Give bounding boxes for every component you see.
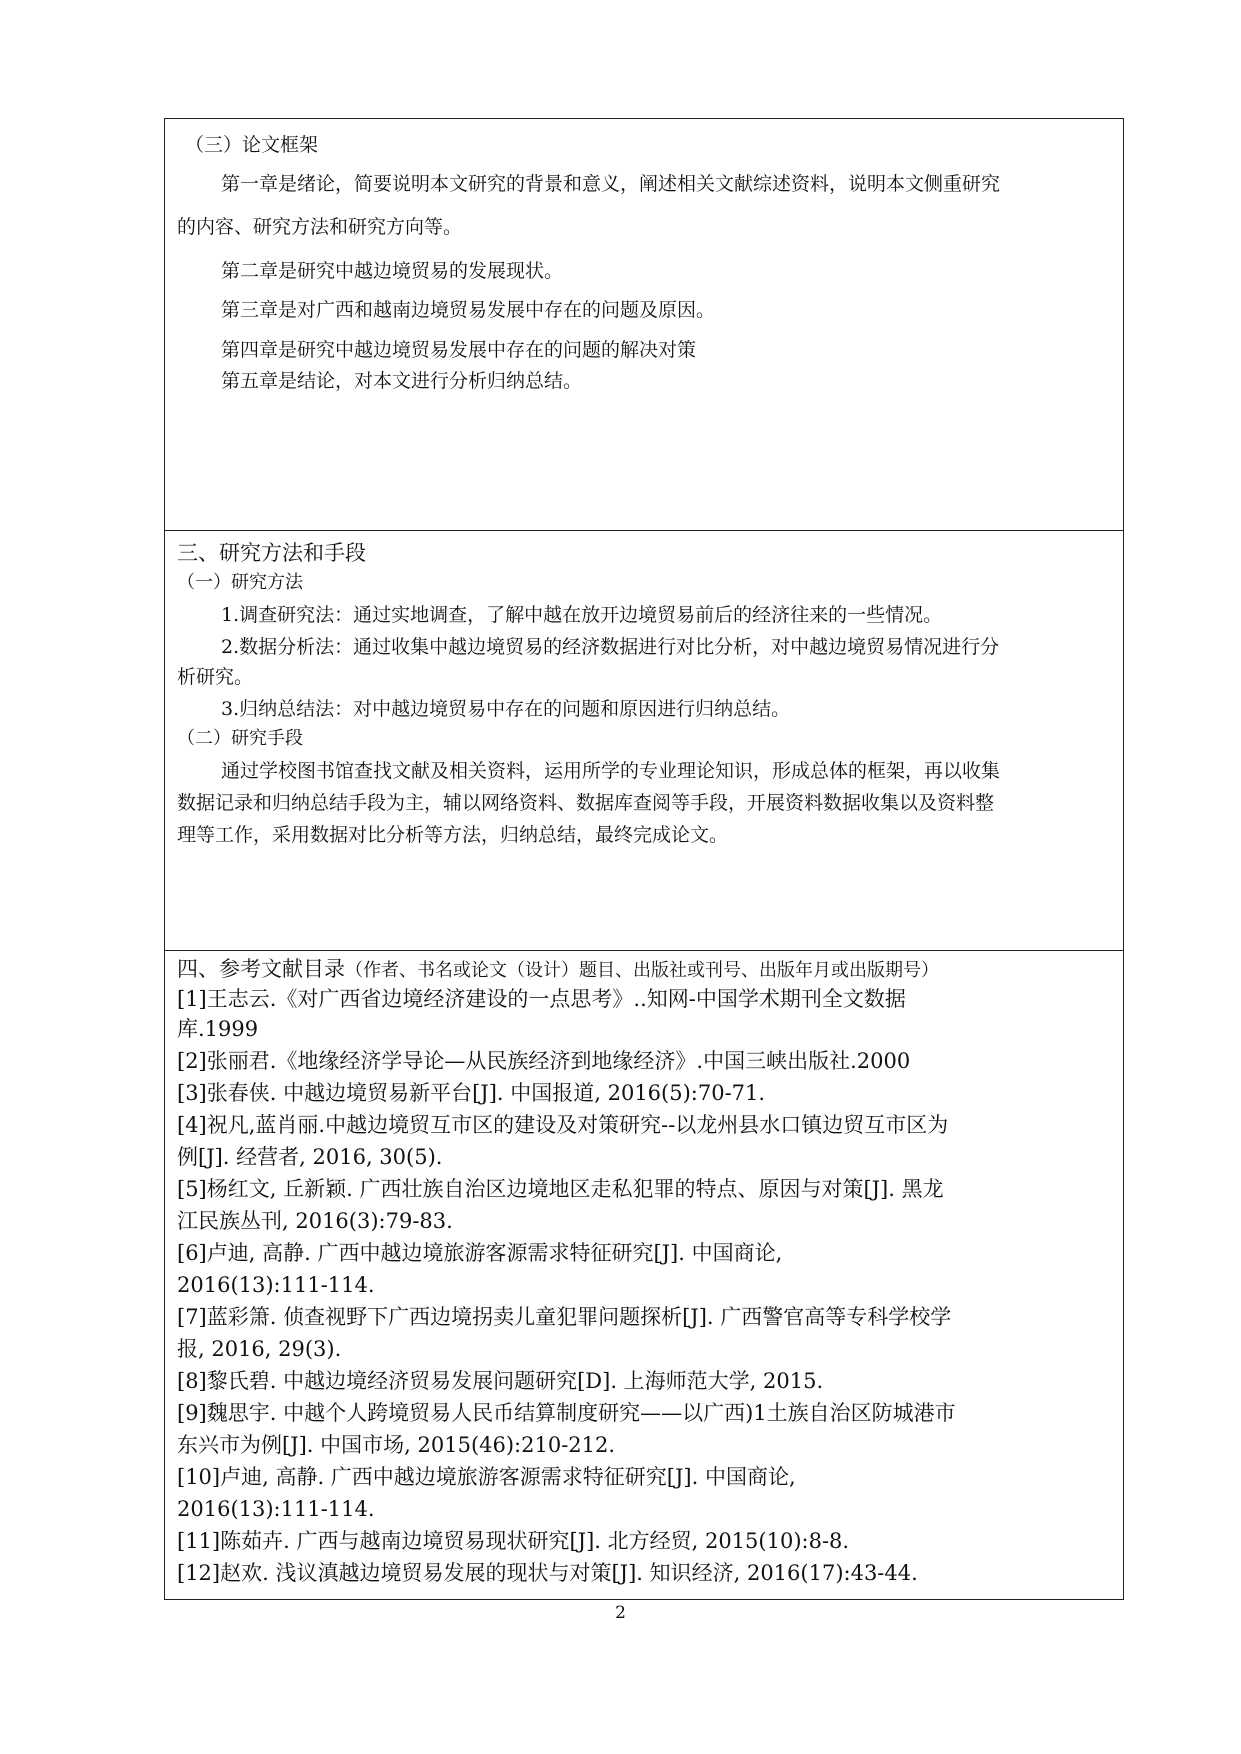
- framework-ch1-line2: 的内容、研究方法和研究方向等。: [177, 216, 463, 238]
- reference-line: [6]卢迪, 高静. 广西中越边境旅游客源需求特征研究[J]. 中国商论,: [177, 1241, 783, 1265]
- reference-line: [8]黎氏碧. 中越边境经济贸易发展问题研究[D]. 上海师范大学, 2015.: [177, 1369, 824, 1393]
- reference-line: 东兴市为例[J]. 中国市场, 2015(46):210-212.: [177, 1433, 616, 1457]
- means-line1: 通过学校图书馆查找文献及相关资料，运用所学的专业理论知识，形成总体的框架，再以收集: [221, 760, 1001, 782]
- framework-ch5: 第五章是结论，对本文进行分析归纳总结。: [221, 370, 583, 392]
- references-heading-note: （作者、书名或论文（设计）题目、出版社或刊号、出版年月或出版期号）: [345, 960, 939, 981]
- framework-ch4: 第四章是研究中越边境贸易发展中存在的问题的解决对策: [221, 339, 697, 361]
- framework-title: （三）论文框架: [185, 134, 319, 156]
- reference-line: [12]赵欢. 浅议滇越边境贸易发展的现状与对策[J]. 知识经济, 2016(17):43-44.: [177, 1561, 918, 1585]
- reference-line: [4]祝凡,蓝肖丽.中越边境贸互市区的建设及对策研究--以龙州县水口镇边贸互市区为: [177, 1113, 949, 1137]
- methods-subheading-means: （二）研究手段: [177, 728, 303, 749]
- reference-line: 江民族丛刊, 2016(3):79-83.: [177, 1209, 453, 1233]
- framework-ch3: 第三章是对广西和越南边境贸易发展中存在的问题及原因。: [221, 299, 716, 321]
- reference-line: 库.1999: [177, 1017, 259, 1041]
- reference-line: [9]魏思宇. 中越个人跨境贸易人民币结算制度研究——以广西)1土族自治区防城港市: [177, 1401, 956, 1425]
- method-data-analysis-line2: 析研究。: [177, 666, 254, 688]
- methods-section: [165, 531, 1123, 951]
- references-heading-line: [177, 957, 1135, 983]
- means-line2: 数据记录和归纳总结手段为主，辅以网络资料、数据库查阅等手段，开展资料数据收集以及资料整: [177, 792, 995, 814]
- methods-subheading-approach: （一）研究方法: [177, 572, 303, 593]
- page-number: 2: [615, 1603, 626, 1623]
- framework-ch2: 第二章是研究中越边境贸易的发展现状。: [221, 260, 564, 282]
- framework-section: [165, 119, 1123, 531]
- reference-line: 2016(13):111-114.: [177, 1497, 375, 1521]
- reference-line: [3]张春侠. 中越边境贸易新平台[J]. 中国报道, 2016(5):70-71.: [177, 1081, 766, 1105]
- reference-line: 2016(13):111-114.: [177, 1273, 375, 1297]
- reference-line: [2]张丽君.《地缘经济学导论—从民族经济到地缘经济》.中国三峡出版社.2000: [177, 1049, 911, 1073]
- reference-line: 例[J]. 经营者, 2016, 30(5).: [177, 1145, 443, 1169]
- reference-line: [11]陈茹卉. 广西与越南边境贸易现状研究[J]. 北方经贸, 2015(10):8-8.: [177, 1529, 850, 1553]
- reference-line: [5]杨红文, 丘新颖. 广西壮族自治区边境地区走私犯罪的特点、原因与对策[J]. 黑龙: [177, 1177, 944, 1201]
- reference-line: [1]王志云.《对广西省边境经济建设的一点思考》..知网-中国学术期刊全文数据: [177, 987, 906, 1011]
- reference-line: [10]卢迪, 高静. 广西中越边境旅游客源需求特征研究[J]. 中国商论,: [177, 1465, 796, 1489]
- method-summary: 3.归纳总结法：对中越边境贸易中存在的问题和原因进行归纳总结。: [221, 698, 791, 720]
- references-heading: 四、参考文献目录: [177, 957, 345, 981]
- methods-heading: 三、研究方法和手段: [177, 541, 366, 565]
- framework-ch1-line1: 第一章是绪论，简要说明本文研究的背景和意义，阐述相关文献综述资料，说明本文侧重研究: [221, 173, 1001, 195]
- reference-line: [7]蓝彩箫. 侦查视野下广西边境拐卖儿童犯罪问题探析[J]. 广西警官高等专科学校学: [177, 1305, 952, 1329]
- method-data-analysis-line1: 2.数据分析法：通过收集中越边境贸易的经济数据进行对比分析，对中越边境贸易情况进行分: [221, 636, 1000, 658]
- means-line3: 理等工作，采用数据对比分析等方法，归纳总结，最终完成论文。: [177, 824, 729, 846]
- document-table: [164, 118, 1124, 1600]
- reference-line: 报, 2016, 29(3).: [177, 1337, 342, 1361]
- method-survey: 1.调查研究法：通过实地调查，了解中越在放开边境贸易前后的经济往来的一些情况。: [221, 604, 943, 626]
- references-section: [165, 951, 1123, 1599]
